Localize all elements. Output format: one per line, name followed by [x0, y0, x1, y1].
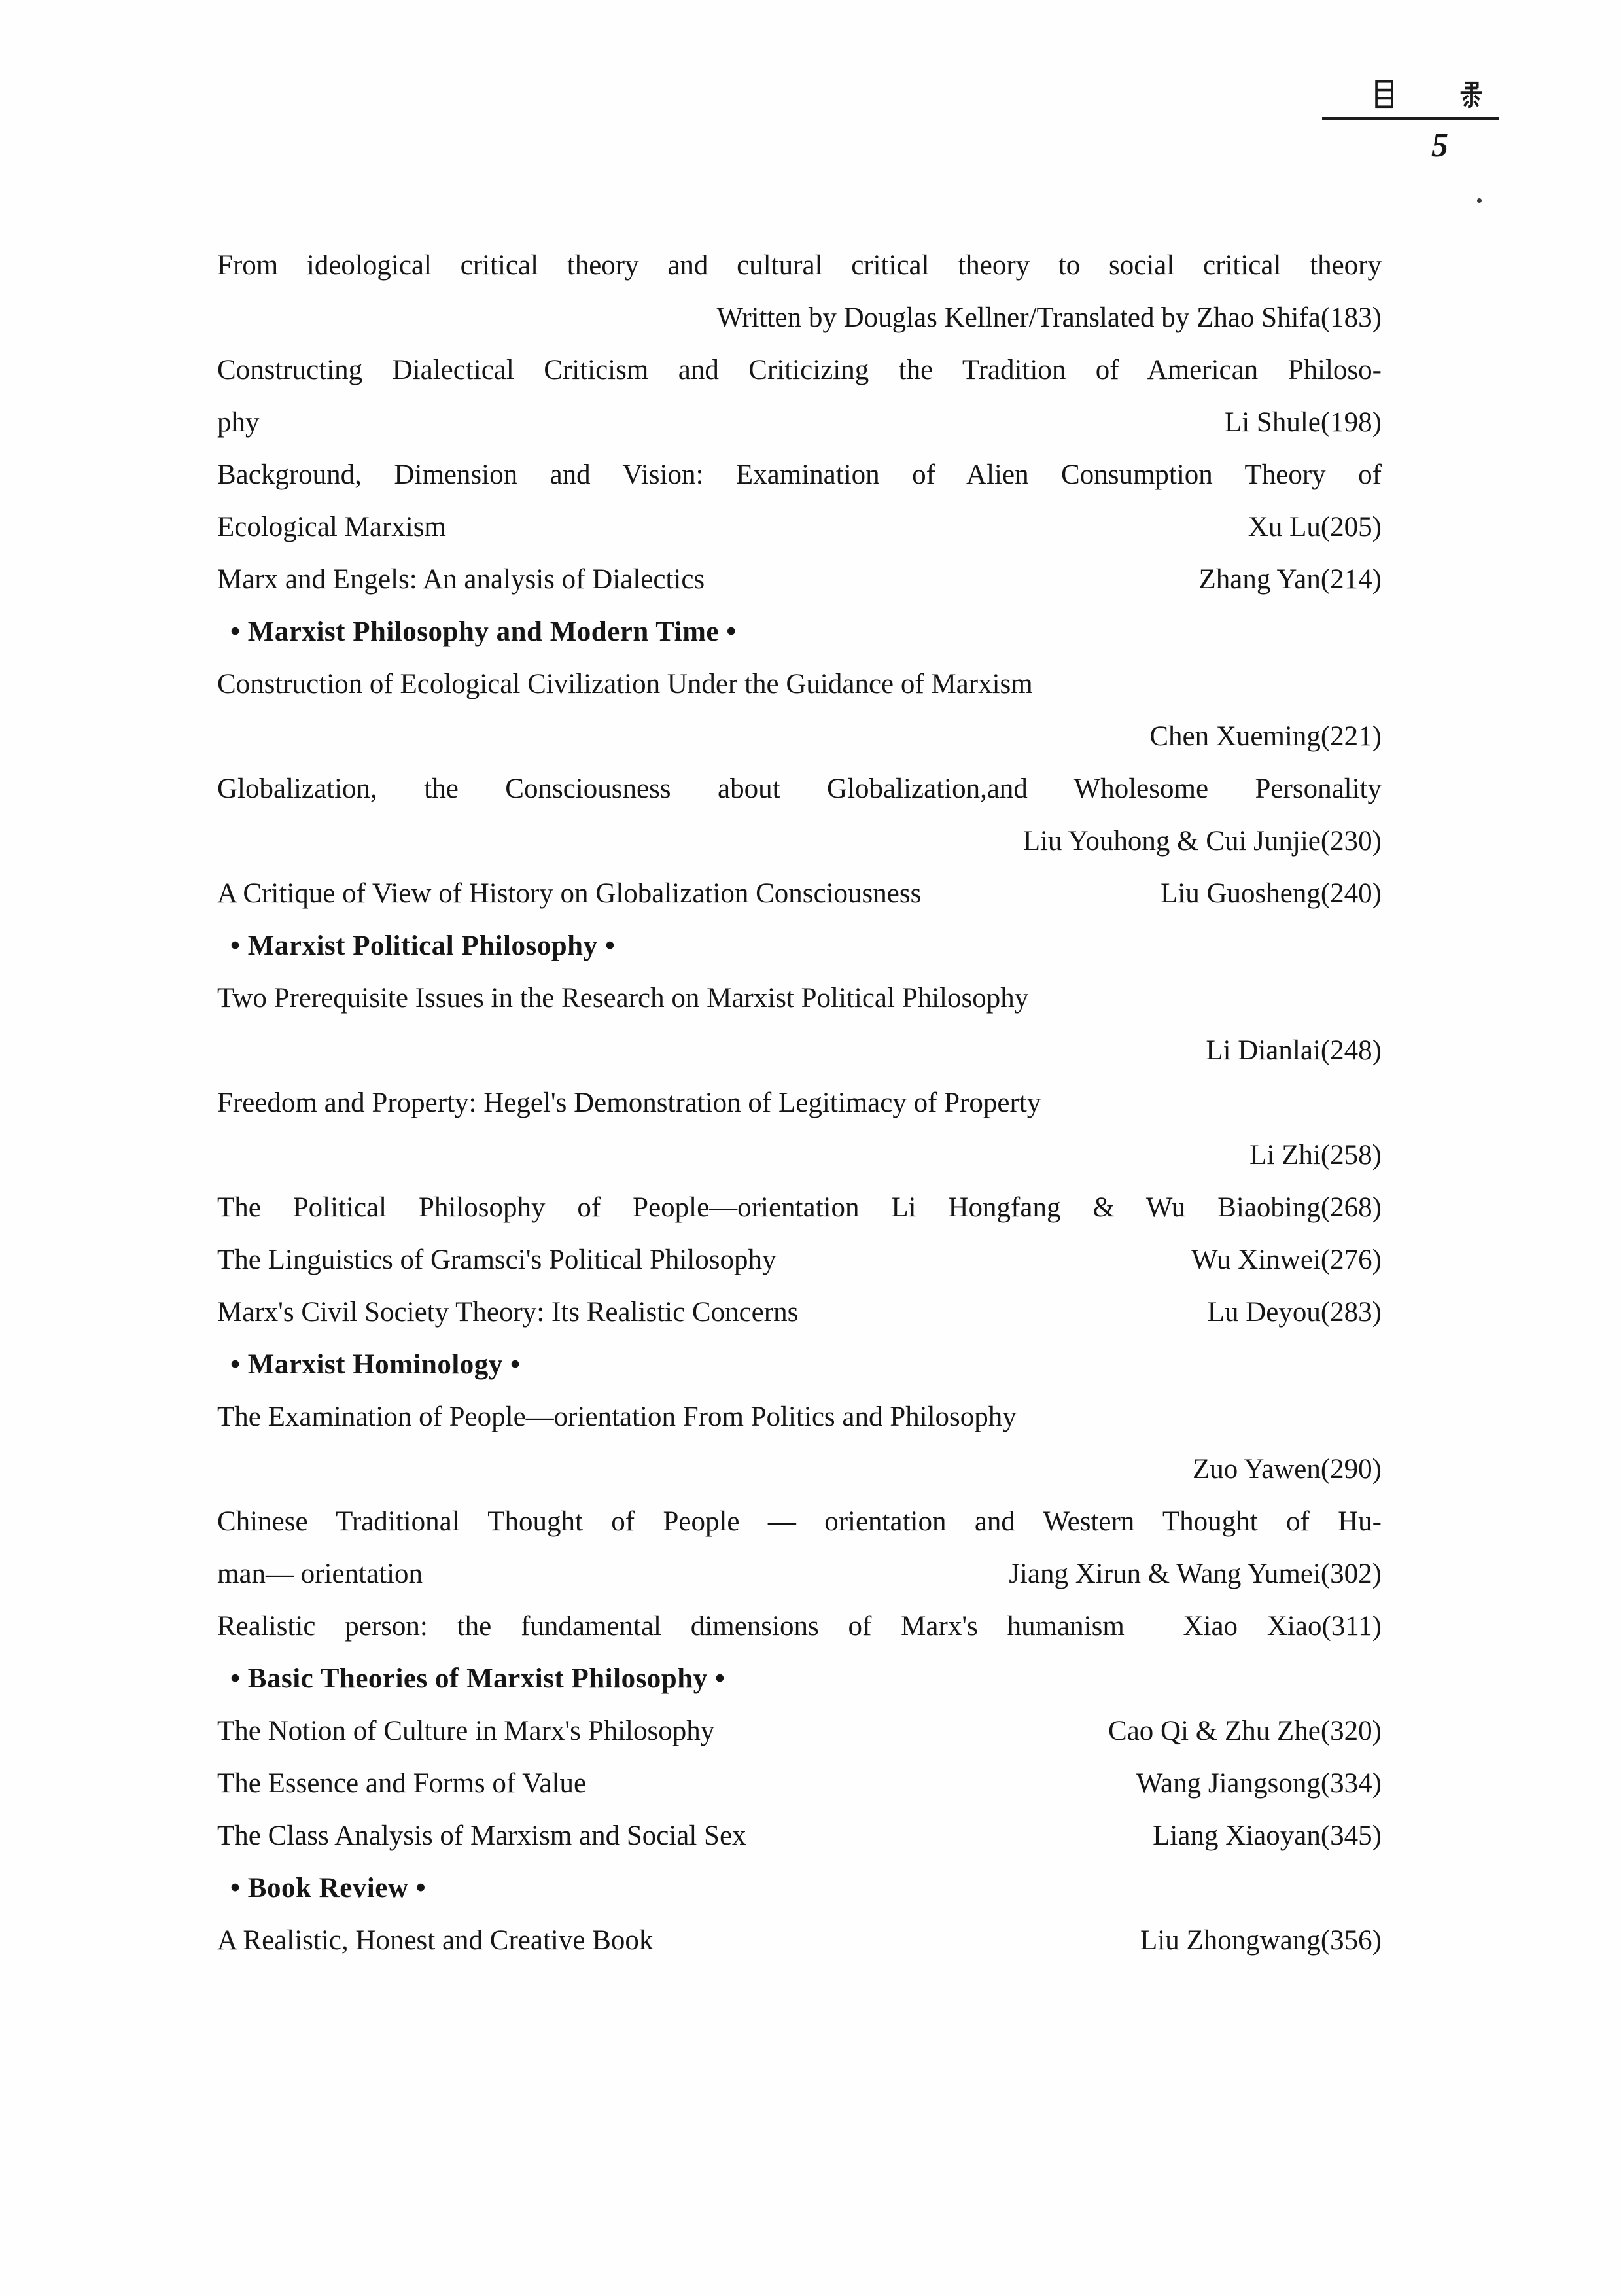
toc-line: [217, 1548, 1382, 1600]
toc-line-author: Zuo Yawen(290): [1192, 1454, 1382, 1485]
toc-line-title: The Essence and Forms of Value: [217, 1768, 587, 1799]
toc-line: [217, 606, 1382, 658]
toc-line: [217, 1496, 1382, 1548]
toc-line: [217, 815, 1382, 868]
toc-line: [217, 344, 1382, 397]
toc-line-title: • Marxist Philosophy and Modern Time •: [230, 616, 737, 647]
toc-line-title: • Marxist Hominology •: [230, 1349, 521, 1380]
toc-line-title: The Political Philosophy of People—orientation Li Hongfang & Wu Biaobing(268): [217, 1192, 1382, 1223]
page-number: 5: [1431, 127, 1449, 164]
toc-line-title: • Book Review •: [230, 1873, 427, 1903]
toc-line-author: Jiang Xirun & Wang Yumei(302): [1009, 1559, 1382, 1589]
toc-line: [217, 1025, 1382, 1077]
toc-line: [217, 1443, 1382, 1496]
toc-line: [217, 711, 1382, 763]
toc-line-title: The Notion of Culture in Marx's Philosophy: [217, 1716, 715, 1746]
toc-line: [217, 1810, 1382, 1862]
toc-line: [217, 868, 1382, 920]
toc-line-author: Li Shule(198): [1224, 407, 1382, 438]
toc-line: [217, 763, 1382, 815]
toc-line-title: The Examination of People—orientation From Politics and Philosophy: [217, 1402, 1017, 1432]
contents-char-lu-icon: [1456, 79, 1486, 109]
toc-line-author: Cao Qi & Zhu Zhe(320): [1108, 1716, 1382, 1746]
toc-line: [217, 1339, 1382, 1391]
toc-line: [217, 1915, 1382, 1967]
toc-line-title: From ideological critical theory and cultural critical theory to social critical theory: [217, 250, 1382, 281]
toc-line-author: Lu Deyou(283): [1207, 1297, 1382, 1328]
contents-char-mu-icon: [1370, 79, 1399, 109]
toc-line-title: A Realistic, Honest and Creative Book: [217, 1925, 654, 1956]
toc-line-title: Globalization, the Consciousness about Globalization,and Wholesome Personality: [217, 773, 1382, 804]
toc-line-author: Liu Guosheng(240): [1161, 878, 1382, 909]
toc-line: [217, 1286, 1382, 1339]
toc-line-author: Zhang Yan(214): [1198, 564, 1382, 595]
toc-line: [217, 1077, 1382, 1129]
toc-line: [217, 1391, 1382, 1443]
toc-line: [217, 1757, 1382, 1810]
toc-line: [217, 554, 1382, 606]
toc-line: [217, 449, 1382, 501]
toc-line-title: phy: [217, 407, 260, 438]
toc-line-title: • Marxist Political Philosophy •: [230, 930, 616, 961]
toc-line-title: Freedom and Property: Hegel's Demonstration of Legitimacy of Property: [217, 1087, 1041, 1118]
toc-line-author: Li Zhi(258): [1249, 1140, 1382, 1171]
toc-line-author: Liu Zhongwang(356): [1140, 1925, 1382, 1956]
toc-line-author: Liu Youhong & Cui Junjie(230): [1022, 826, 1382, 857]
header-rule: [1322, 117, 1499, 120]
toc-line-author: Wu Xinwei(276): [1191, 1245, 1382, 1275]
toc-line: [217, 239, 1382, 292]
toc-line: [217, 501, 1382, 554]
toc-line: [217, 972, 1382, 1025]
toc-line-title: Constructing Dialectical Criticism and Criticizing the Tradition of American Philoso-: [217, 355, 1382, 385]
toc-line-author: Wang Jiangsong(334): [1136, 1768, 1382, 1799]
toc-line-title: Ecological Marxism: [217, 512, 446, 542]
toc-line-title: man— orientation: [217, 1559, 423, 1589]
toc-line-title: Background, Dimension and Vision: Examination of Alien Consumption Theory of: [217, 459, 1382, 490]
toc-line: [217, 1862, 1382, 1915]
toc-line-title: Realistic person: the fundamental dimensions of Marx's humanism Xiao Xiao(311): [217, 1611, 1382, 1642]
toc-line-author: Chen Xueming(221): [1149, 721, 1382, 752]
toc-line-author: Liang Xiaoyan(345): [1153, 1820, 1382, 1851]
toc-line-title: Two Prerequisite Issues in the Research on Marxist Political Philosophy: [217, 983, 1029, 1014]
toc-line: [217, 292, 1382, 344]
toc-line: [217, 1129, 1382, 1182]
toc-list: [217, 239, 1382, 1967]
toc-line: [217, 1234, 1382, 1286]
toc-line: [217, 397, 1382, 449]
toc-line: [217, 1182, 1382, 1234]
toc-line-title: A Critique of View of History on Globalization Consciousness: [217, 878, 922, 909]
toc-line: [217, 1600, 1382, 1653]
contents-title: [1370, 79, 1486, 109]
toc-line-title: The Class Analysis of Marxism and Social Sex: [217, 1820, 746, 1851]
toc-line-title: Construction of Ecological Civilization Under the Guidance of Marxism: [217, 669, 1033, 699]
toc-line: [217, 920, 1382, 972]
toc-line-author: Li Dianlai(248): [1206, 1035, 1382, 1066]
print-speck: [1477, 198, 1482, 203]
toc-line-title: The Linguistics of Gramsci's Political Philosophy: [217, 1245, 777, 1275]
toc-line-title: Marx and Engels: An analysis of Dialectics: [217, 564, 705, 595]
toc-line: [217, 1705, 1382, 1757]
toc-line: [217, 1653, 1382, 1705]
toc-line-title: Chinese Traditional Thought of People — orientation and Western Thought of Hu-: [217, 1506, 1382, 1537]
toc-line: [217, 658, 1382, 711]
toc-line-author: Written by Douglas Kellner/Translated by Zhao Shifa(183): [716, 302, 1382, 333]
toc-line-title: Marx's Civil Society Theory: Its Realistic Concerns: [217, 1297, 799, 1328]
toc-line-title: • Basic Theories of Marxist Philosophy •: [230, 1663, 725, 1694]
toc-line-author: Xu Lu(205): [1248, 512, 1382, 542]
